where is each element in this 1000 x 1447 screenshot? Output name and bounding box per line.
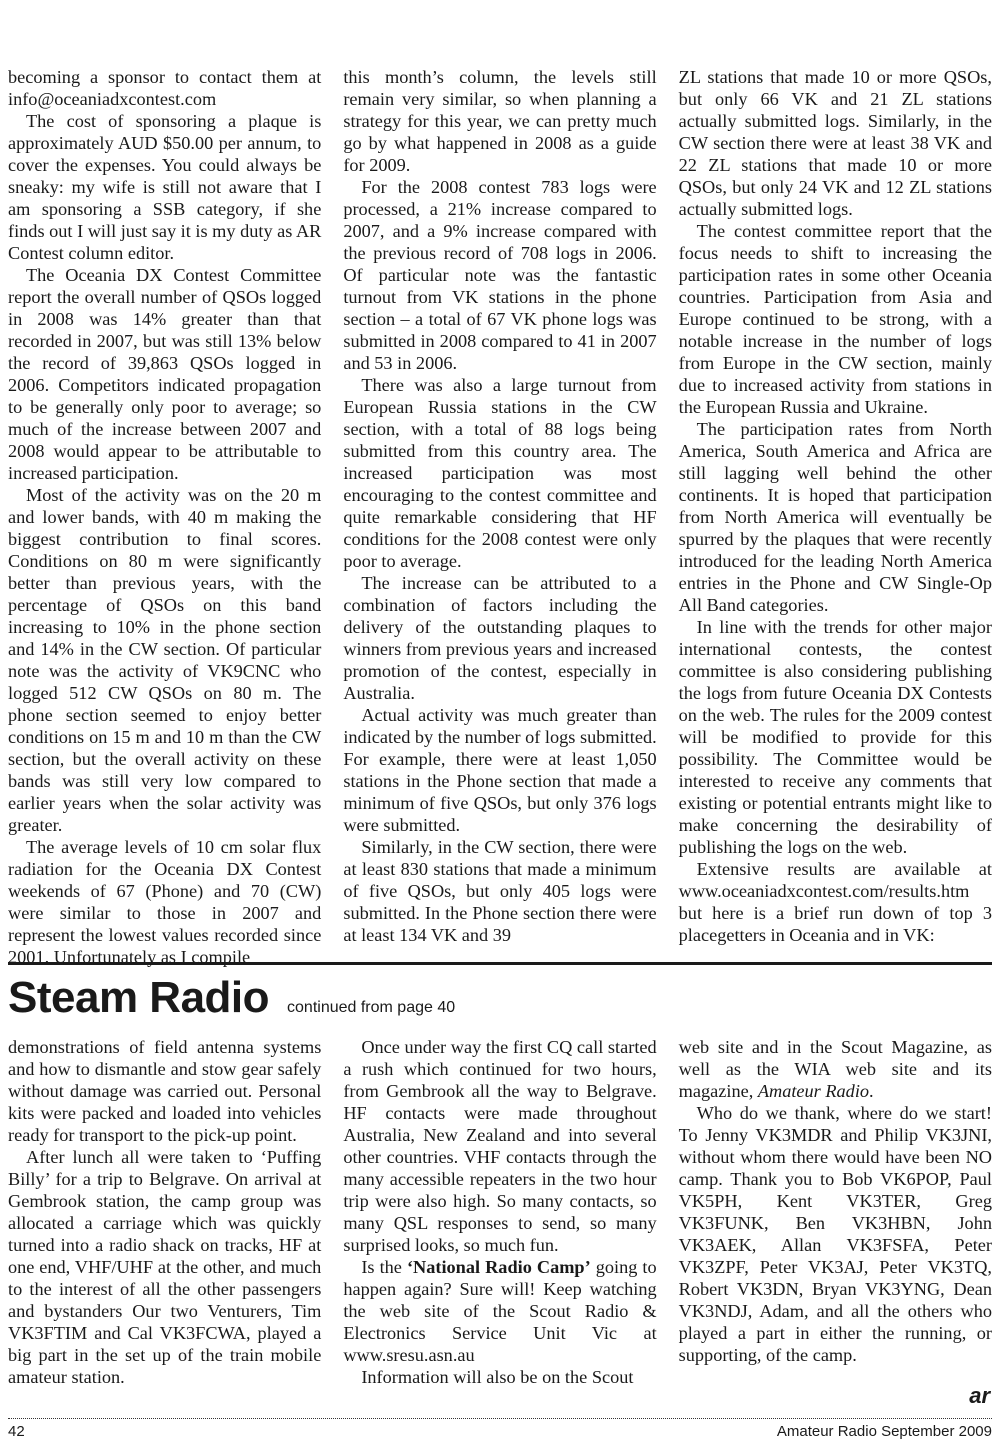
paragraph: In line with the trends for other major international contests, the contest committee is also considering publishing the logs from future Oceania DX Contests on the web. The rules for the 2009 contest will be modified to provide for this possibility. The Committee would be interested to receive any comments that existing or potential entrants might like to make concerning the desirability of publishing the logs on the web. — [678, 617, 992, 857]
paragraph: The contest committee report that the focus needs to shift to increasing the participation rates in some other Oceania countries. Participation from Asia and Europe continued to be strong, with a notable increase in the number of logs from Europe in the CW section, mainly due to increased activity from stations in the European Russia and Ukraine. — [678, 221, 992, 417]
paragraph: Information will also be on the Scout — [361, 1367, 634, 1387]
paragraph: becoming a sponsor to contact them at info@oceaniadxcontest.com — [8, 67, 322, 109]
text-run: . — [869, 1081, 874, 1101]
publication-info: Amateur Radio September 2009 — [776, 1423, 992, 1440]
contest-article — [8, 66, 992, 967]
steam-radio-article — [8, 1036, 992, 1396]
event-name: ‘National Radio Camp’ — [406, 1257, 591, 1277]
article-column-3 — [679, 66, 992, 956]
paragraph: Similarly, in the CW section, there were at least 830 stations that made a minimum of five QSOs, but only 405 logs were submitted. In the Phone section there were at least 134 VK and 39 — [343, 837, 657, 945]
section-heading — [8, 970, 455, 1028]
paragraph: After lunch all were taken to ‘Puffing Billy’ for a trip to Belgrave. On arrival at Gembrook station, the camp group was allocated a carriage which was quickly turned into a radio shack on tracks, HF at one end, VHF/UHF at the other, and much to the interest of all the other passengers and bystanders Our two Venturers, Tim VK3FTIM and Cal VK3FCWA, played a big part in the set up of the train mobile amateur station. — [8, 1147, 322, 1387]
page-number: 42 — [8, 1423, 25, 1440]
page-footer — [8, 1422, 992, 1442]
paragraph: The Oceania DX Contest Committee report the overall number of QSOs logged in 2008 was 14% greater than that recorded in 2007, but was still 13% below the record of 39,863 QSOs logged in 2006. Competitors indicated propagation to be generally only poor to average; so much of the increase between 2007 and 2008 would appear to be attributable to increased participation. — [8, 265, 322, 483]
paragraph: The increase can be attributed to a combination of factors including the delivery of the outstanding plaques to winners from previous years and increased promotion of the contest, especially in Australia. — [343, 573, 657, 703]
section-divider — [8, 962, 992, 965]
paragraph: this month’s column, the levels still remain very similar, so when planning a strategy for this year, we can pretty much go by what happened in 2008 as a guide for 2009. — [343, 67, 657, 175]
footer-rule — [8, 1418, 992, 1419]
paragraph: demonstrations of field antenna systems and how to dismantle and stow gear safely without damage was carried out. Personal kits were packed and loaded into vehicles ready for transport to the pick-up point. — [8, 1037, 322, 1145]
paragraph: Most of the activity was on the 20 m and lower bands, with 40 m making the biggest contribution to final scores. Conditions on 80 m were significantly better than previous years, with the percentage of QSOs on this band increasing to 10% in the phone section and 14% in the CW section. Of particular note was the activity of VK9CNC who logged 512 CW QSOs on 80 m. The phone section seemed to enjoy better conditions on 15 m and 10 m than the CW section, but the overall activity on these bands was still very low compared to earlier years when the solar activity was greater. — [8, 485, 322, 835]
paragraph — [679, 1036, 992, 1102]
steam-column-3 — [679, 1036, 992, 1396]
section-title: Steam Radio — [8, 973, 270, 1022]
paragraph: For the 2008 contest 783 logs were processed, a 21% increase compared to 2007, and a 9% increase compared with the previous record of 708 logs in 2006. Of particular note was the fantastic turnout from VK stations in the phone section – a total of 67 VK phone logs was submitted in 2008 compared to 41 in 2007 and 53 in 2006. — [343, 177, 657, 373]
text-run: Is the — [361, 1257, 407, 1277]
continued-note: continued from page 40 — [287, 999, 456, 1016]
paragraph: Who do we thank, where do we start! To Jenny VK3MDR and Philip VK3JNI, without whom there would have been NO camp. Thank you to Bob VK6POP, Paul VK5PH, Kent VK3TER, Greg VK3FUNK, Ben VK3HBN, John VK3AEK, Allan VK3FSFA, Peter VK3ZPF, Peter VK3AJ, Peter VK3TQ, Robert VK3DN, Bryan VK3YNG, Dean VK3NDJ, Adam, and all the others who played a part in either the running, or supporting, of the camp. — [678, 1103, 992, 1365]
paragraph: Extensive results are available at www.oceaniadxcontest.com/results.htm but here is a brief run down of top 3 placegetters in Oceania and in VK: — [678, 859, 992, 945]
steam-column-2 — [343, 1036, 656, 1396]
paragraph: The participation rates from North America, South America and Africa are still lagging well behind the other continents. It is hoped that participation from North America will eventually be spurred by the plaques that were recently introduced for the leading North America entries in the Phone and CW Single-Op All Band categories. — [678, 419, 992, 615]
steam-column-1 — [8, 1036, 321, 1396]
article-column-1 — [8, 66, 322, 967]
paragraph: The cost of sponsoring a plaque is approximately AUD $50.00 per annum, to cover the expenses. You could always be sneaky: my wife is still not aware that I am sponsoring a SSB category, if she finds out I will just say it is my duty as AR Contest column editor. — [8, 111, 322, 263]
paragraph: Actual activity was much greater than indicated by the number of logs submitted. For example, there were at least 1,050 stations in the Phone section that made a minimum of five QSOs, but only 376 logs were submitted. — [343, 705, 657, 835]
paragraph — [343, 1256, 656, 1366]
paragraph: There was also a large turnout from European Russia stations in the CW section, with a total of 88 logs being submitted from this country area. The increased participation was most encouraging to the contest committee and quite remarkable considering that HF conditions for the 2008 contest were only poor to average. — [343, 375, 657, 571]
paragraph: ZL stations that made 10 or more QSOs, but only 66 VK and 21 ZL stations actually submitted logs. Similarly, in the CW section there were at least 38 VK and 22 ZL stations that made 10 or more QSOs, but only 24 VK and 12 ZL stations actually submitted logs. — [678, 67, 992, 219]
article-column-2 — [343, 66, 656, 956]
paragraph: Once under way the first CQ call started a rush which continued for two hours, from Gembrook all the way to Belgrave. HF contacts were made throughout Australia, New Zealand and into several other countries. VHF contacts through the many accessible repeaters in the two hour trip were also high. So many contacts, so many QSL responses to send, so many surprised looks, so much fun. — [343, 1037, 657, 1255]
text-run: web site and in the Scout Magazine, as well as the WIA web site and its magazine, — [678, 1037, 992, 1101]
text-run: going to happen again? Sure will! Keep watching the web site of the Scout Radio & Electronics Service Unit Vic at www.sresu.asn.au — [343, 1257, 657, 1365]
end-mark: ar — [969, 1383, 990, 1408]
paragraph: The average levels of 10 cm solar flux radiation for the Oceania DX Contest weekends of 67 (Phone) and 70 (CW) were similar to those in 2007 and represent the lowest values recorded since 2001. Unfortunately as I compile — [8, 837, 322, 967]
magazine-name: Amateur Radio — [757, 1081, 870, 1101]
